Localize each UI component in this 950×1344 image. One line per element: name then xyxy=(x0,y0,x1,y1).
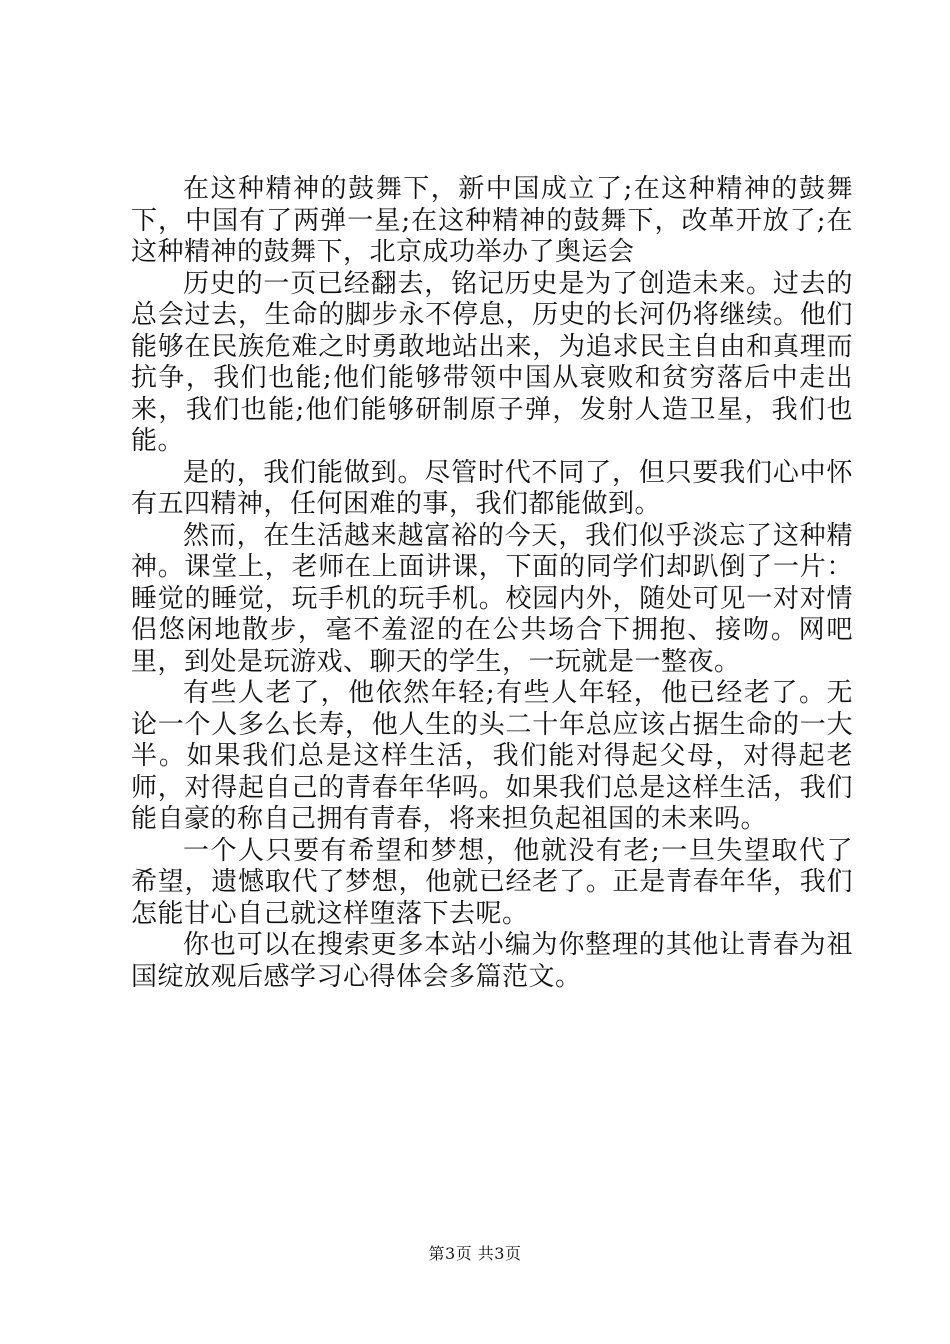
page-footer xyxy=(0,1244,950,1264)
body-text xyxy=(131,174,853,993)
paragraph: 在这种精神的鼓舞下，新中国成立了;在这种精神的鼓舞下，中国有了两弹一星;在这种精神的鼓舞下，改革开放了;在这种精神的鼓舞下，北京成功举办了奥运会 xyxy=(131,174,853,267)
paragraph: 一个人只要有希望和梦想，他就没有老;一旦失望取代了希望，遗憾取代了梦想，他就已经老了。正是青春年华，我们怎能甘心自己就这样堕落下去呢。 xyxy=(131,835,853,929)
paragraph: 然而，在生活越来越富裕的今天，我们似乎淡忘了这种精神。课堂上，老师在上面讲课，下面的同学们却趴倒了一片：睡觉的睡觉，玩手机的玩手机。校园内外，随处可见一对对情侣悠闲地散步，毫不羞涩的在公共场合下拥抱、接吻。网吧里，到处是玩游戏、聊天的学生，一玩就是一整夜。 xyxy=(131,520,853,677)
paragraph: 你也可以在搜索更多本站小编为你整理的其他让青春为祖国绽放观后感学习心得体会多篇范文。 xyxy=(131,930,853,992)
paragraph: 历史的一页已经翻去，铭记历史是为了创造未来。过去的总会过去，生命的脚步永不停息，历史的长河仍将继续。他们能够在民族危难之时勇敢地站出来，为追求民主自由和真理而抗争，我们也能;他们能够带领中国从衰败和贫穷落后中走出来，我们也能;他们能够研制原子弹，发射人造卫星，我们也能。 xyxy=(131,268,853,456)
paragraph: 有些人老了，他依然年轻;有些人年轻，他已经老了。无论一个人多么长寿，他人生的头二十年总应该占据生命的一大半。如果我们总是这样生活，我们能对得起父母，对得起老师，对得起自己的青春年华吗。如果我们总是这样生活，我们能自豪的称自己拥有青春，将来担负起祖国的未来吗。 xyxy=(131,678,853,834)
paragraph: 是的，我们能做到。尽管时代不同了，但只要我们心中怀有五四精神，任何困难的事，我们都能做到。 xyxy=(131,457,853,519)
page-number-label: 第3页 共3页 xyxy=(428,1244,522,1263)
